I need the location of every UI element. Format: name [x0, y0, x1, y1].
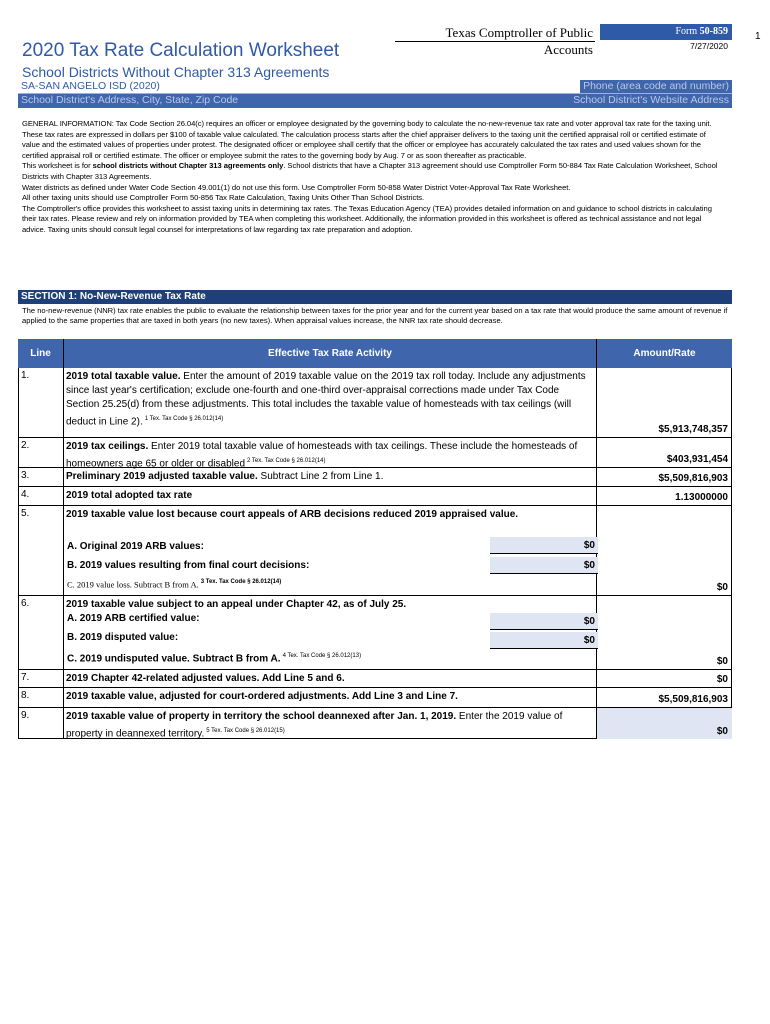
section-1-intro: The no-new-revenue (NNR) tax rate enables the public to evaluate the relationship between taxes for the prior year and for the current year based on a tax rate that would produce the same amount of revenue if applied to the same properties that are taxed in both years (no new taxes). When appraisal values increase, the NNR tax rate should decrease. — [22, 306, 728, 326]
general-info-p3: Water districts as defined under Water Code Section 49.001(1) do not use this form. Use Comptroller Form 50-858 Water District Voter-Approval Tax Rate Worksheet. — [22, 182, 571, 192]
page-title: 2020 Tax Rate Calculation Worksheet — [22, 40, 340, 61]
line-number: 4. — [18, 487, 64, 506]
line-2-description: 2019 tax ceilings. Enter 2019 total taxable value of homesteads with tax ceilings. These include the homesteads of homeowners age 65 or older or disabled $^{2 Tex. Tax Code \S 26.012(14)}$ — [64, 438, 597, 468]
website-field[interactable]: School District's Website Address — [573, 94, 729, 106]
worksheet-table — [18, 339, 732, 739]
form-date: 7/27/2020 — [690, 41, 728, 51]
phone-field[interactable]: Phone (area code and number) — [580, 80, 732, 93]
line-6-amount[interactable]: $0 — [597, 596, 732, 670]
agency-name: Texas Comptroller of Public Accounts — [395, 24, 595, 42]
general-info-p5: The Comptroller's office provides this worksheet to assist taxing units in determining tax rates. The Texas Education Agency (TEA) provides detailed information on and guidance to school districts in calculating their tax rates. Please review and rely on information provided by TEA when completing this worksheet. Additionally, the information provided in this worksheet is offered as technical assistance and not legal advice. Taxing units should consult legal counsel for interpretations of law regarding tax rate preparation and adoption. — [22, 203, 712, 234]
address-field[interactable]: School District's Address, City, State, Zip Code — [21, 94, 239, 106]
line-number: 1. — [18, 368, 64, 438]
line-5-description: 2019 taxable value lost because court appeals of ARB decisions reduced 2019 appraised value. — [64, 506, 597, 596]
form-number: 50-859 — [699, 26, 728, 37]
district-name[interactable]: SA-SAN ANGELO ISD (2020) — [21, 80, 160, 92]
line-3-description: Preliminary 2019 adjusted taxable value. Subtract Line 2 from Line 1. — [64, 468, 597, 487]
page-number: 1 — [755, 31, 761, 42]
line-1-amount[interactable]: $5,913,748,357 — [597, 368, 732, 438]
line-6a-value[interactable]: $0 — [490, 613, 598, 630]
district-address-row — [18, 94, 732, 108]
line-6a-label: A. 2019 ARB certified value: — [67, 613, 200, 624]
line-6c-label: C. 2019 undisputed value. Subtract B from A. $^{4 Tex. Tax Code \S 26.012(13)}$ — [67, 653, 362, 665]
line-number: 3. — [18, 468, 64, 487]
general-information — [22, 119, 724, 236]
line-5b-label: B. 2019 values resulting from final court decisions: — [67, 560, 310, 571]
line-5a-label: A. Original 2019 ARB values: — [67, 541, 204, 552]
line-1-description: 2019 total taxable value. Enter the amount of 2019 taxable value on the 2019 tax roll today. Include any adjustments since last year's certification; exclude one-fourth and one-third over-appraisal corrections made under Tax Code Section 25.25(d) from these adjustments. This total includes the taxable value of homesteads with tax ceilings (will deduct in Line 2). $^{1 Tex. Tax Code \S 26.012(14)}$ — [64, 368, 597, 438]
line-5-amount[interactable]: $0 — [597, 506, 732, 596]
general-info-p2: This worksheet is for school districts without Chapter 313 agreements only. School districts that have a Chapter 313 agreement should use Comptroller Form 50-884 Tax Rate Calculation Worksheet, School Districts with Chapter 313 Agreements. — [22, 161, 718, 181]
line-number: 9. — [18, 708, 64, 739]
line-2-amount[interactable]: $403,931,454 — [597, 438, 732, 468]
line-number: 5. — [18, 506, 64, 596]
form-number-box — [600, 24, 732, 40]
col-header-activity: Effective Tax Rate Activity — [64, 339, 597, 368]
col-header-amount: Amount/Rate — [597, 339, 732, 368]
line-5c-label: C. 2019 value loss. Subtract B from A. $^{3 Tex. Tax Code \S 26.012(14)}$ — [67, 579, 282, 590]
line-number: 8. — [18, 688, 64, 708]
line-8-description: 2019 taxable value, adjusted for court-ordered adjustments. Add Line 3 and Line 7. — [64, 688, 597, 708]
general-info-p1: GENERAL INFORMATION: Tax Code Section 26.04(c) requires an officer or employee designated by the governing body to calculate the no-new-revenue tax rate and voter approval tax rate for the taxing unit. These tax rates are expressed in dollars per $100 of taxable value calculated. The calculation process starts after the chief appraiser delivers to the taxing unit the certified appraisal roll or certified estimate of value and the estimated values of properties under protest. The designated officer or employee shall certify that the officer or employee has accurately calculated the tax rates and used values shown for the certified appraisal roll or certified estimate. The officer or employee submit the rates to the governing body by Aug. 7 or as soon thereafter as practicable. — [22, 119, 712, 160]
line-6b-label: B. 2019 disputed value: — [67, 632, 179, 643]
line-5a-value[interactable]: $0 — [490, 537, 598, 554]
col-header-line: Line — [18, 339, 64, 368]
line-3-amount[interactable]: $5,509,816,903 — [597, 468, 732, 487]
section-1-header: SECTION 1: No-New-Revenue Tax Rate — [18, 290, 732, 304]
line-number: 7. — [18, 670, 64, 688]
line-4-amount[interactable]: 1.13000000 — [597, 487, 732, 506]
line-5b-value[interactable]: $0 — [490, 557, 598, 574]
general-info-p4: All other taxing units should use Comptroller Form 50-856 Tax Rate Calculation, Taxing Units Other Than School Districts. — [22, 193, 425, 203]
line-6-description: 2019 taxable value subject to an appeal under Chapter 42, as of July 25. — [64, 596, 597, 670]
line-number: 6. — [18, 596, 64, 670]
district-name-row — [18, 80, 732, 94]
line-number: 2. — [18, 438, 64, 468]
line-7-description: 2019 Chapter 42-related adjusted values. Add Line 5 and 6. — [64, 670, 597, 688]
page-subtitle: School Districts Without Chapter 313 Agreements — [22, 64, 330, 80]
line-9-amount[interactable]: $0 — [597, 708, 732, 739]
line-8-amount[interactable]: $5,509,816,903 — [597, 688, 732, 708]
line-6b-value[interactable]: $0 — [490, 632, 598, 649]
form-prefix: Form — [675, 26, 698, 37]
line-7-amount[interactable]: $0 — [597, 670, 732, 688]
line-4-description: 2019 total adopted tax rate — [64, 487, 597, 506]
line-9-description: 2019 taxable value of property in territory the school deannexed after Jan. 1, 2019. Enter the 2019 value of property in deannexed territory. $^{5 Tex. Tax Code \S 26.012(15)}$ — [64, 708, 597, 739]
